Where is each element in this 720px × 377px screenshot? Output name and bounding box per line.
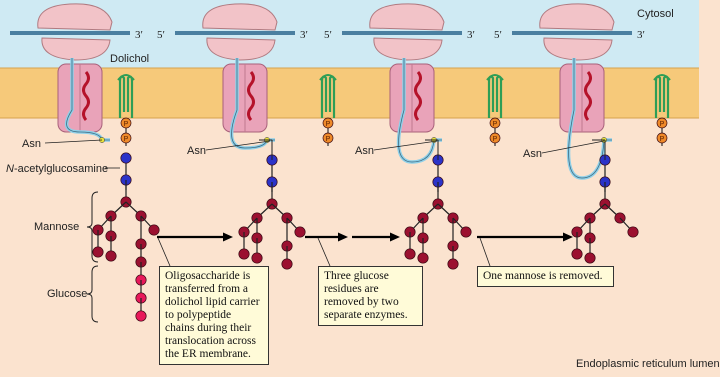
mrna-5-label-3: 5′: [324, 29, 332, 41]
step-1-caption: Oligosaccharide is transferred from a dolichol lipid carrier to polypeptide chains during their translocation across the ER membrane.: [159, 266, 269, 365]
glycan-4-mannose-l3b: [585, 253, 595, 263]
phosphate-text-4-1: P: [659, 136, 665, 143]
phosphate-text-1-1: P: [123, 136, 129, 143]
glycan-1-mannose-l3b: [106, 251, 116, 261]
mrna-3-label-1: 3′: [135, 29, 143, 41]
glycan-4-mannose-r2: [628, 227, 638, 237]
mrna-5-label-2: 5′: [157, 29, 165, 41]
glycan-3-mannose-l3: [405, 249, 415, 259]
glucose-label: Glucose: [47, 288, 88, 300]
asn-label-4: Asn: [523, 148, 542, 160]
glycan-1-mannose-r2: [149, 225, 159, 235]
er-lumen-label: Endoplasmic reticulum lumen: [576, 358, 720, 370]
asn-label-1: Asn: [22, 138, 41, 150]
n-acetylglucosamine-rest: -acetylglucosamine: [13, 163, 109, 175]
phosphate-text-4-0: P: [659, 121, 665, 128]
asn-label-2: Asn: [187, 145, 206, 157]
cytosol-label: Cytosol: [637, 8, 674, 20]
glycan-1-mannose-l3: [93, 247, 103, 257]
glycan-3-mannose-r4: [448, 259, 458, 269]
mrna-5-label-4: 5′: [494, 29, 502, 41]
n-acetylglucosamine-label: [6, 163, 108, 176]
phosphate-text-1-0: P: [123, 121, 129, 128]
phosphate-text-2-1: P: [325, 136, 331, 143]
glycan-2-mannose-r4: [282, 259, 292, 269]
step-3-caption: One mannose is removed.: [477, 266, 614, 287]
dolichol-label: Dolichol: [110, 53, 150, 65]
mrna-3-label-3: 3′: [467, 29, 475, 41]
mrna-3-label-2: 3′: [300, 29, 308, 41]
mannose-label: Mannose: [34, 221, 80, 233]
glycan-3-mannose-l3b: [418, 253, 428, 263]
glycan-1-glcnac-1: [121, 153, 131, 163]
glycan-3-mannose-r2: [461, 227, 471, 237]
glycan-2-mannose-r2: [295, 227, 305, 237]
glycan-1-glucose-2: [136, 311, 146, 321]
step-2-caption: Three glucose residues are removed by two separate enzymes.: [318, 266, 423, 326]
glycan-4-mannose-l3: [572, 249, 582, 259]
glycan-2-mannose-l3b: [252, 253, 262, 263]
phosphate-text-3-0: P: [492, 121, 498, 128]
phosphate-text-2-0: P: [325, 121, 331, 128]
mrna-3-label-4: 3′: [637, 29, 645, 41]
phosphate-text-3-1: P: [492, 136, 498, 143]
glycan-2-mannose-l3: [239, 249, 249, 259]
n-prefix: N: [6, 163, 14, 175]
asn-label-3: Asn: [355, 145, 374, 157]
